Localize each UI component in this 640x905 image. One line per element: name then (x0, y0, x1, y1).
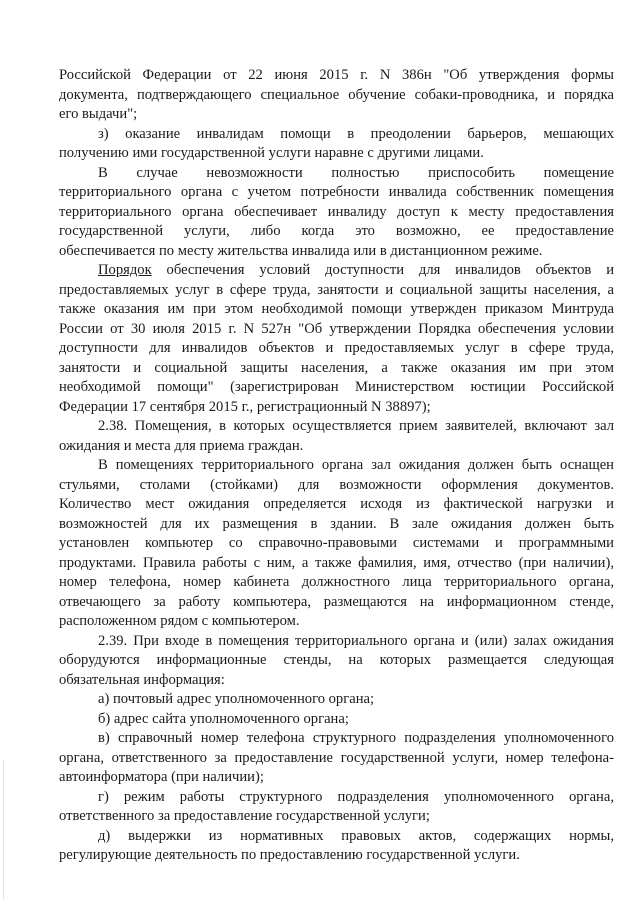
text-line (59, 651, 614, 671)
line-text: необходимой помощи" (зарегистрирован Министерством юстиции Российской (59, 379, 614, 395)
line-text: занятости и социальной защиты населения, а также оказания им при этом (59, 359, 614, 376)
paragraph (59, 125, 614, 164)
text-line (59, 749, 614, 769)
line-text: доступности для инвалидов объектов и предоставляемых услуг в сфере труда, (59, 340, 614, 356)
paragraph (59, 261, 614, 417)
text-line (59, 807, 614, 827)
document-page (59, 66, 614, 866)
paragraph (59, 417, 614, 456)
text-line (59, 378, 614, 398)
line-text: территориального органа с учетом потребности инвалида собственник помещения (59, 184, 614, 200)
text-line (59, 222, 614, 242)
paragraph (59, 164, 614, 262)
line-text: 2.39. При входе в помещения территориального органа и (или) залах ожидания (98, 632, 614, 649)
text-line (59, 300, 614, 320)
text-line (59, 710, 614, 730)
text-line (59, 339, 614, 359)
text-line (59, 476, 614, 496)
line-text: обеспечивается по месту жительства инвалида или в дистанционном режиме. (59, 242, 543, 259)
text-line (59, 788, 614, 808)
line-text: также оказания им при этом необходимой помощи утвержден приказом Минтруда (59, 301, 614, 317)
line-text: стульями, столами (стойками) для возможности оформления документов. (59, 476, 614, 493)
line-text: д) выдержки из нормативных правовых актов, содержащих нормы, (98, 827, 614, 844)
line-text: обязательная информация: (59, 671, 225, 688)
line-text: установлен компьютер со справочно-правовыми системами и программными (59, 535, 614, 551)
underlined-term: Порядок (98, 262, 152, 278)
text-line (59, 105, 614, 125)
line-text: предоставляемых услуг в сфере труда, занятости и социальной защиты населения, а (59, 281, 614, 298)
text-line (59, 554, 614, 574)
text-line (59, 261, 614, 281)
text-line (59, 671, 614, 691)
paragraph (59, 788, 614, 827)
line-text: а) почтовый адрес уполномоченного органа; (98, 691, 375, 707)
text-line (59, 612, 614, 632)
paragraph (59, 710, 614, 730)
paragraph (59, 690, 614, 710)
line-text: получению ими государственной услуги наравне с другими лицами. (59, 145, 484, 161)
line-text: документа, подтверждающего специальное обучение собаки-проводника, и порядка (59, 86, 614, 103)
line-text: продуктами. Правила работы с ним, а также фамилия, имя, отчество (при наличии), (59, 554, 614, 571)
text-line (59, 417, 614, 437)
line-text: ожидания и места для приема граждан. (59, 437, 304, 454)
text-line (59, 144, 614, 164)
line-text: государственной услуги, либо когда это возможно, ее предоставление (59, 223, 614, 239)
text-line (59, 495, 614, 515)
line-text: оборудуются информационные стенды, на которых размещается следующая (59, 652, 614, 668)
text-line (59, 846, 614, 866)
line-text: Федерации 17 сентября 2015 г., регистрационный N 38897); (59, 398, 431, 415)
text-line (59, 768, 614, 788)
paragraph (59, 827, 614, 866)
line-text: обеспечения условий доступности для инвалидов объектов и (151, 262, 614, 278)
line-text: в) справочный номер телефона структурного подразделения уполномоченного (98, 730, 614, 746)
paragraph (59, 66, 614, 125)
line-text: автоинформатора (при наличии); (59, 769, 264, 785)
text-line (59, 242, 614, 262)
paragraph (59, 632, 614, 691)
line-text: з) оказание инвалидам помощи в преодолении барьеров, мешающих (98, 125, 614, 142)
text-line (59, 632, 614, 652)
line-text: Количество мест ожидания определяется исходя из фактической нагрузки и (59, 496, 614, 512)
text-line (59, 515, 614, 535)
text-line (59, 66, 614, 86)
text-line (59, 827, 614, 847)
text-line (59, 437, 614, 457)
text-line (59, 398, 614, 418)
line-text: Российской Федерации от 22 июня 2015 г. N 386н "Об утверждения формы (59, 67, 614, 83)
paragraph (59, 729, 614, 788)
text-line (59, 456, 614, 476)
line-text: 2.38. Помещения, в которых осуществляется прием заявителей, включают зал (98, 418, 614, 434)
text-line (59, 320, 614, 340)
line-text: ответственного за предоставление государственной услуги; (59, 808, 430, 824)
line-text: б) адрес сайта уполномоченного органа; (98, 710, 349, 727)
text-line (59, 281, 614, 301)
line-text: отвечающего за работу компьютера, размещаются на информационном стенде, (59, 593, 614, 610)
text-line (59, 359, 614, 379)
line-text: территориального органа обеспечивает инвалиду доступ к месту предоставления (59, 203, 614, 220)
text-line (59, 534, 614, 554)
line-text: его выдачи"; (59, 106, 138, 122)
line-text: органа, ответственного за предоставление государственной услуги, номер телефона- (59, 749, 614, 766)
line-text: В случае невозможности полностью приспособить помещение (98, 164, 614, 181)
line-text: номер телефона, номер кабинета должностного лица территориального органа, (59, 574, 614, 590)
line-text: России от 30 июля 2015 г. N 527н "Об утверждении Порядка обеспечения условии (59, 320, 614, 337)
line-text: расположенном рядом с компьютером. (59, 613, 300, 629)
text-line (59, 690, 614, 710)
text-line (59, 573, 614, 593)
scan-edge-mark (3, 760, 4, 900)
line-text: регулирующие деятельность по предоставлению государственной услуги. (59, 847, 520, 863)
text-line (59, 593, 614, 613)
text-line (59, 729, 614, 749)
paragraph (59, 456, 614, 632)
text-line (59, 164, 614, 184)
line-text: г) режим работы структурного подразделения уполномоченного органа, (98, 788, 614, 805)
text-line (59, 183, 614, 203)
text-line (59, 203, 614, 223)
line-text: возможностей для их размещения в здании. В зале ожидания должен быть (59, 515, 614, 532)
text-line (59, 125, 614, 145)
line-text: В помещениях территориального органа зал ожидания должен быть оснащен (98, 457, 614, 473)
text-line (59, 86, 614, 106)
